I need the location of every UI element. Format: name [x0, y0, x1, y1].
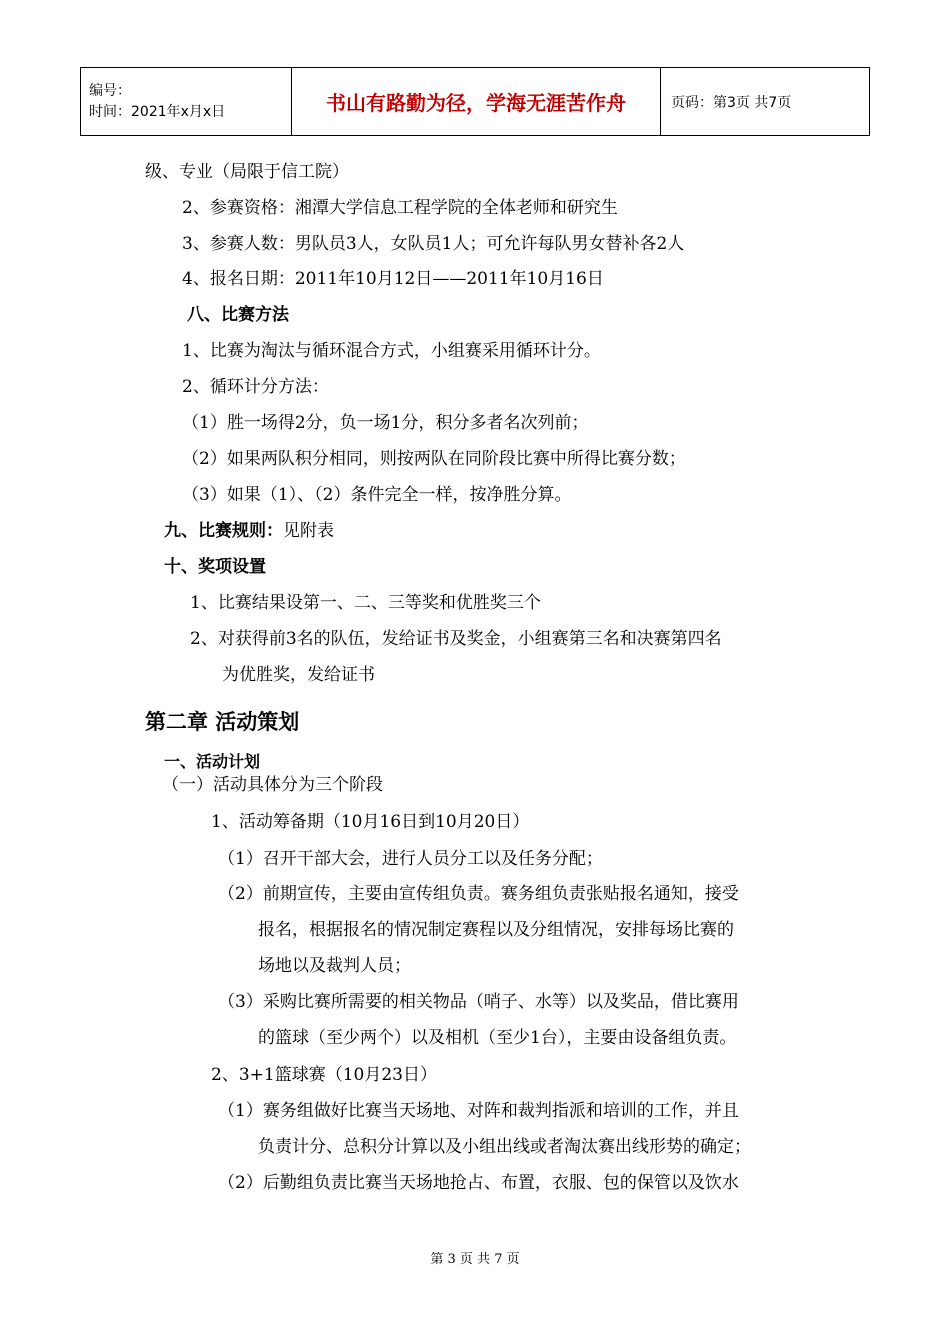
section-heading: 八、比赛方法 — [187, 305, 289, 325]
header-meta — [81, 68, 292, 136]
body-line: 4、报名日期：2011年10月12日——2011年10月16日 — [182, 269, 604, 289]
body-line: （3）如果（1）、（2）条件完全一样，按净胜分算。 — [182, 485, 572, 505]
body-line: （一）活动具体分为三个阶段 — [162, 775, 383, 795]
body-line: 3、参赛人数：男队员3人，女队员1人；可允许每队男女替补各2人 — [182, 234, 685, 254]
body-line: （1）胜一场得2分，负一场1分，积分多者名次列前； — [182, 413, 589, 433]
body-line: （1）召开干部大会，进行人员分工以及任务分配； — [218, 849, 603, 869]
body-line: （2）如果两队积分相同，则按两队在同阶段比赛中所得比赛分数； — [182, 449, 686, 469]
body-line: 报名，根据报名的情况制定赛程以及分组情况，安排每场比赛的 — [258, 920, 734, 940]
section-heading: 一、活动计划 — [164, 752, 261, 771]
body-line: 2、对获得前3名的队伍，发给证书及奖金，小组赛第三名和决赛第四名 — [190, 629, 722, 649]
body-line: 为优胜奖，发给证书 — [222, 665, 375, 685]
body-line: （2）前期宣传，主要由宣传组负责。赛务组负责张贴报名通知，接受 — [218, 884, 739, 904]
body-line: 2、3+1篮球赛（10月23日） — [211, 1065, 437, 1085]
chapter-title: 第二章 活动策划 — [145, 710, 300, 734]
body-line: 1、比赛结果设第一、二、三等奖和优胜奖三个 — [190, 593, 541, 613]
section-heading: 十、奖项设置 — [164, 557, 266, 577]
body-line: 级、专业（局限于信工院） — [145, 162, 349, 182]
header-table — [80, 67, 870, 136]
document-number: 编号： — [89, 82, 131, 99]
body-line: 1、比赛为淘汰与循环混合方式，小组赛采用循环计分。 — [182, 341, 601, 361]
body-line: （2）后勤组负责比赛当天场地抢占、布置，衣服、包的保管以及饮水 — [218, 1173, 739, 1193]
header-page-info: 页码：第3页 共7页 — [661, 68, 870, 136]
page-footer: 第 3 页 共 7 页 — [430, 1252, 520, 1267]
header-motto: 书山有路勤为径，学海无涯苦作舟 — [292, 68, 661, 136]
body-line: 负责计分、总积分计算以及小组出线或者淘汰赛出线形势的确定； — [258, 1137, 751, 1157]
body-line: （1）赛务组做好比赛当天场地、对阵和裁判指派和培训的工作，并且 — [218, 1101, 739, 1121]
body-line: 2、参赛资格：湘潭大学信息工程学院的全体老师和研究生 — [182, 198, 618, 218]
body-line: 1、活动筹备期（10月16日到10月20日） — [211, 812, 530, 832]
section-heading: 九、比赛规则： — [164, 521, 283, 541]
body-line: 的篮球（至少两个）以及相机（至少1台），主要由设备组负责。 — [258, 1028, 737, 1048]
document-time: 时间：2021年x月x日 — [89, 103, 226, 120]
body-line: 场地以及裁判人员； — [258, 956, 411, 976]
section-text: 见附表 — [283, 521, 334, 541]
section-heading-with-text — [164, 520, 334, 542]
body-line: （3）采购比赛所需要的相关物品（哨子、水等）以及奖品，借比赛用 — [218, 992, 739, 1012]
body-line: 2、循环计分方法： — [182, 377, 329, 397]
